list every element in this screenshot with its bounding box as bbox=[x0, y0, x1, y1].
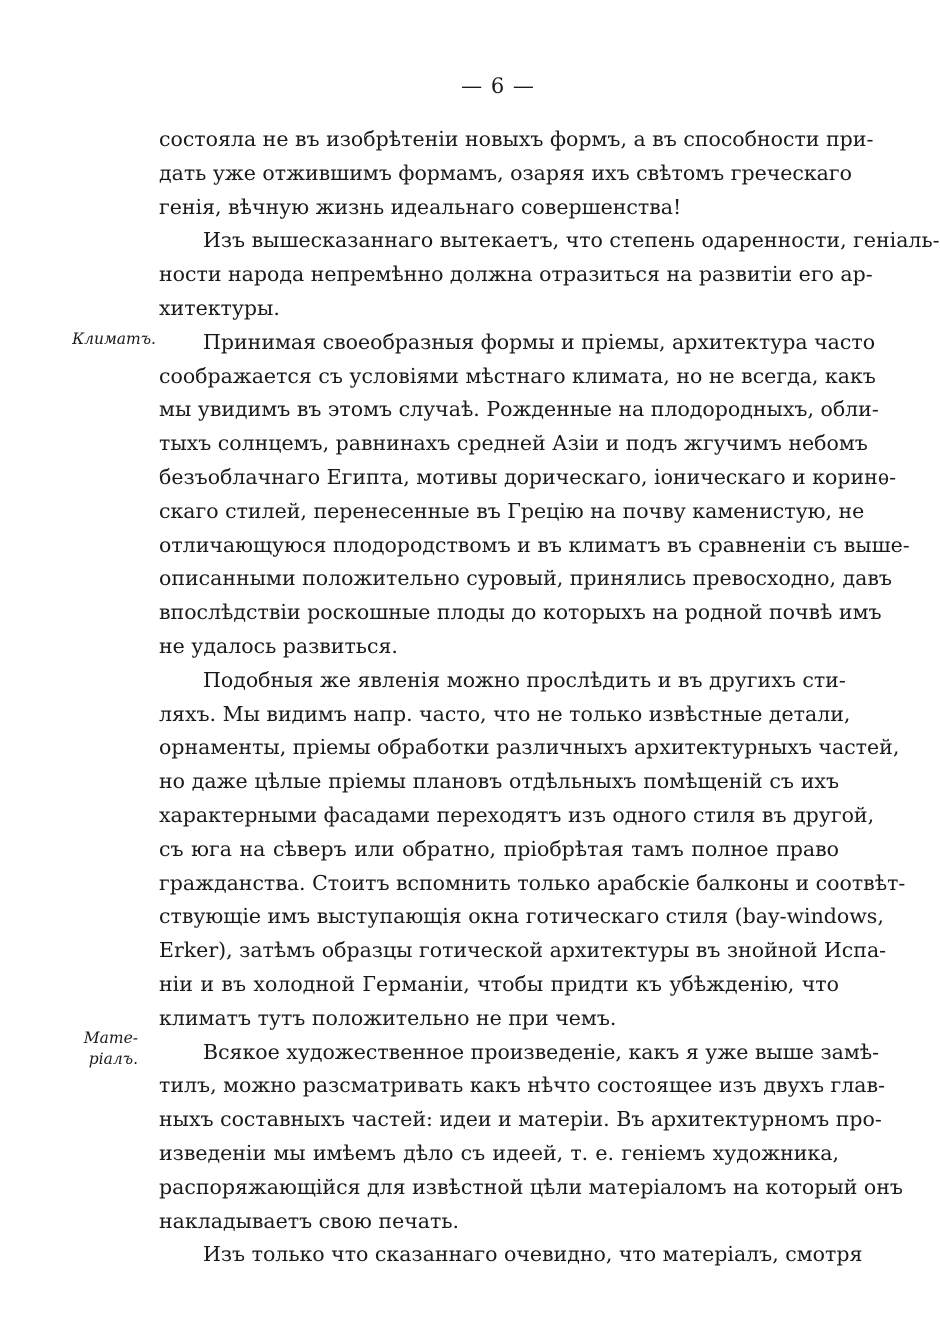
text-line: ности народа непремѣнно должна отразиться на развитіи его ар- bbox=[159, 262, 873, 287]
margin-note-material-line-2: ріалъ. bbox=[88, 1050, 138, 1068]
text-line: съ юга на сѣверъ или обратно, пріобрѣтая тамъ полное право bbox=[159, 836, 839, 861]
text-line: безъоблачнаго Египта, мотивы дорическаго, іоническаго и коринѳ- bbox=[159, 464, 897, 489]
text-line: отличающуюся плодородствомъ и въ климатъ въ сравненіи съ выше- bbox=[159, 532, 910, 557]
text-line: генія, вѣчную жизнь идеальнаго совершенства! bbox=[159, 194, 682, 219]
text-line: орнаменты, пріемы обработки различныхъ архитектурныхъ частей, bbox=[159, 735, 900, 760]
text-line: Подобныя же явленія можно прослѣдить и въ другихъ сти- bbox=[203, 667, 846, 692]
text-line: ляхъ. Мы видимъ напр. часто, что не только извѣстные детали, bbox=[159, 701, 851, 726]
text-line: тилъ, можно разсматривать какъ нѣчто состоящее изъ двухъ глав- bbox=[159, 1073, 885, 1098]
text-line: соображается съ условіями мѣстнаго климата, но не всегда, какъ bbox=[159, 363, 876, 388]
text-line: накладываетъ свою печать. bbox=[159, 1208, 459, 1233]
text-line: тыхъ солнцемъ, равнинахъ средней Азіи и подъ жгучимъ небомъ bbox=[159, 431, 868, 456]
text-line: климатъ тутъ положительно не при чемъ. bbox=[159, 1005, 617, 1030]
text-line: но даже цѣлые пріемы плановъ отдѣльныхъ помѣщеній съ ихъ bbox=[159, 769, 839, 794]
text-line: гражданства. Стоитъ вспомнить только арабскіе балконы и соотвѣт- bbox=[159, 870, 906, 895]
text-line: хитектуры. bbox=[159, 295, 280, 320]
margin-note-climate bbox=[70, 329, 156, 350]
text-line: скаго стилей, перенесенные въ Грецію на почву каменистую, не bbox=[159, 498, 865, 523]
text-line: Erker), затѣмъ образцы готической архитектуры въ знойной Испа- bbox=[159, 938, 887, 963]
text-line: ныхъ составныхъ частей: идеи и матеріи. Въ архитектурномъ про- bbox=[159, 1107, 882, 1132]
text-line: ствующіе имъ выступающія окна готическаго стиля (bay-windows, bbox=[159, 904, 884, 929]
text-line: распоряжающійся для извѣстной цѣли матеріаломъ на который онъ bbox=[159, 1174, 903, 1199]
text-line: характерными фасадами переходятъ изъ одного стиля въ другой, bbox=[159, 802, 875, 827]
margin-note-material bbox=[60, 1028, 138, 1070]
text-line: Принимая своеобразныя формы и пріемы, архитектура часто bbox=[203, 329, 876, 354]
body-text bbox=[159, 123, 940, 1272]
text-line: состояла не въ изобрѣтеніи новыхъ формъ, а въ способности при- bbox=[159, 127, 874, 151]
text-line: мы увидимъ въ этомъ случаѣ. Рожденные на плодородныхъ, обли- bbox=[159, 397, 879, 422]
text-line: впослѣдствіи роскошные плоды до которыхъ на родной почвѣ имъ bbox=[159, 600, 882, 625]
text-line: дать уже отжившимъ формамъ, озаряя ихъ свѣтомъ греческаго bbox=[159, 160, 852, 185]
text-line: не удалось развиться. bbox=[159, 633, 398, 658]
text-line: описанными положительно суровый, принялись превосходно, давъ bbox=[159, 566, 892, 591]
margin-note-climate-text: Климатъ. bbox=[72, 330, 156, 348]
text-line: Изъ только что сказаннаго очевидно, что матеріалъ, смотря bbox=[203, 1242, 863, 1267]
text-line: ніи и въ холодной Германіи, чтобы придти къ убѣжденію, что bbox=[159, 971, 839, 996]
margin-note-material-line-1: Мате- bbox=[83, 1029, 138, 1047]
text-line: Изъ вышесказаннаго вытекаетъ, что степень одаренности, геніаль- bbox=[203, 228, 940, 253]
text-line: изведеніи мы имѣемъ дѣло съ идеей, т. е. геніемъ художника, bbox=[159, 1140, 839, 1165]
text-line: Всякое художественное произведеніе, какъ я уже выше замѣ- bbox=[203, 1039, 880, 1064]
page-number: — 6 — bbox=[461, 74, 535, 98]
